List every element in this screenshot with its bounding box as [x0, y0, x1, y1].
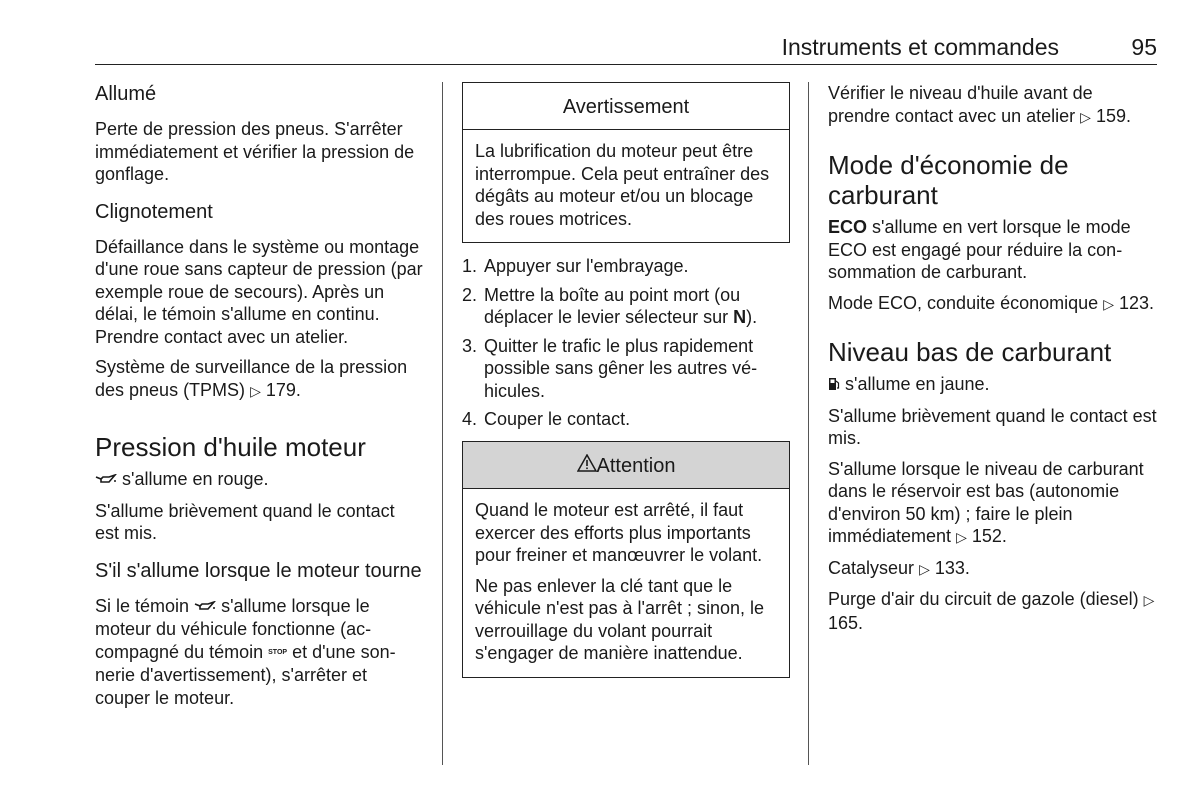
paragraph: Catalyseur ▷ 133.	[828, 557, 970, 578]
page-ref-icon: ▷	[1080, 108, 1091, 125]
list-item: 3. Quitter le trafic le plus rapidement possible sans gêner les autres véhicules.	[462, 335, 758, 401]
warning-title: Avertissement	[463, 83, 789, 130]
paragraph: S'allume lorsque le niveau de carburant dans le réservoir est bas (autonomie d'environ 50 km) ; faire le plein immédiatement ▷ 152.	[828, 458, 1144, 546]
page-header	[95, 30, 1157, 65]
oil-can-icon	[194, 596, 216, 619]
column-divider	[442, 82, 443, 765]
paragraph: Système de surveillance de la pression des pneus (TPMS) ▷ 179.	[95, 357, 408, 400]
list-item: 2. Mettre la boîte au point mort (ou déplacer le levier sélecteur sur N).	[462, 284, 758, 327]
paragraph: S'allume brièvement quand le contact est mis.	[95, 500, 395, 543]
paragraph: s'allume en jaune.	[828, 373, 1158, 397]
page-number: 95	[1131, 34, 1157, 60]
heading-pression-huile: Pression d'huile moteur	[95, 432, 366, 462]
warning-box	[462, 82, 790, 243]
attention-box	[462, 441, 790, 678]
list-item: 1. Appuyer sur l'embrayage.	[462, 256, 689, 276]
page-ref-icon: ▷	[956, 529, 967, 545]
paragraph: Si le témoin s'allume lorsque le moteur du véhicule fonctionne (accompagné du témoin STOP et d'une sonnerie d'avertissement), s'arrêter et couper le moteur.	[95, 595, 396, 708]
page-ref-icon: ▷	[1103, 295, 1114, 312]
stop-icon: STOP	[268, 648, 288, 656]
paragraph: Purge d'air du circuit de gazole (diesel) ▷ 165.	[828, 589, 1155, 633]
column-divider	[808, 82, 809, 765]
attention-title: Attention	[596, 454, 676, 477]
paragraph: Mode ECO, conduite économique ▷ 123.	[828, 292, 1155, 313]
attention-text: Quand le moteur est arrêté, il faut exercer des efforts plus importants pour freiner et manœuvrer le volant.	[475, 500, 763, 566]
warning-triangle-icon	[577, 454, 597, 478]
oil-can-icon	[95, 469, 117, 492]
steps-list	[462, 255, 790, 431]
paragraph: Défaillance dans le système ou montage d'une roue sans capteur de pression (par exemple roue de secours). Après un délai, le témoin s'allume en continu. Prendre contact avec un atelier.	[95, 236, 423, 347]
paragraph: ECO s'allume en vert lorsque le mode ECO est engagé pour réduire la consommation de carburant.	[828, 217, 1131, 282]
page-ref-icon: ▷	[250, 382, 261, 399]
page-ref-icon: ▷	[919, 560, 930, 577]
heading-niveau-bas: Niveau bas de carburant	[828, 337, 1112, 367]
page-ref-icon: ▷	[1143, 592, 1155, 608]
column-middle	[462, 82, 790, 690]
paragraph: Vérifier le niveau d'huile avant de prendre contact avec un atelier ▷ 159.	[828, 83, 1132, 126]
warning-text: La lubrification du moteur peut être interrompue. Cela peut entraîner des dégâts au moteur et/ou un blocage des roues motrices.	[475, 141, 770, 229]
paragraph: Perte de pression des pneus. S'arrêter immédiatement et vérifier la pression de gonflage.	[95, 119, 415, 184]
section-title: Instruments et commandes	[781, 34, 1059, 60]
heading-sil-sallume: S'il s'allume lorsque le moteur tourne	[95, 559, 422, 582]
list-item: 4. Couper le contact.	[462, 409, 631, 429]
attention-header	[463, 442, 789, 490]
heading-allume: Allumé	[95, 83, 157, 105]
column-left	[95, 82, 423, 717]
paragraph: S'allume brièvement quand le contact est mis.	[828, 405, 1157, 448]
fuel-pump-icon	[828, 374, 840, 397]
paragraph: s'allume en rouge.	[95, 468, 423, 492]
column-right	[828, 82, 1158, 642]
heading-mode-eco: Mode d'économie de carburant	[828, 150, 1069, 210]
heading-clignotement: Clignotement	[95, 200, 213, 223]
attention-text: Ne pas enlever la clé tant que le véhicule n'est pas à l'arrêt ; sinon, le verrouillage du volant pourrait s'engager de manière inattendue.	[475, 575, 765, 664]
eco-indicator-icon: ECO	[828, 217, 868, 237]
